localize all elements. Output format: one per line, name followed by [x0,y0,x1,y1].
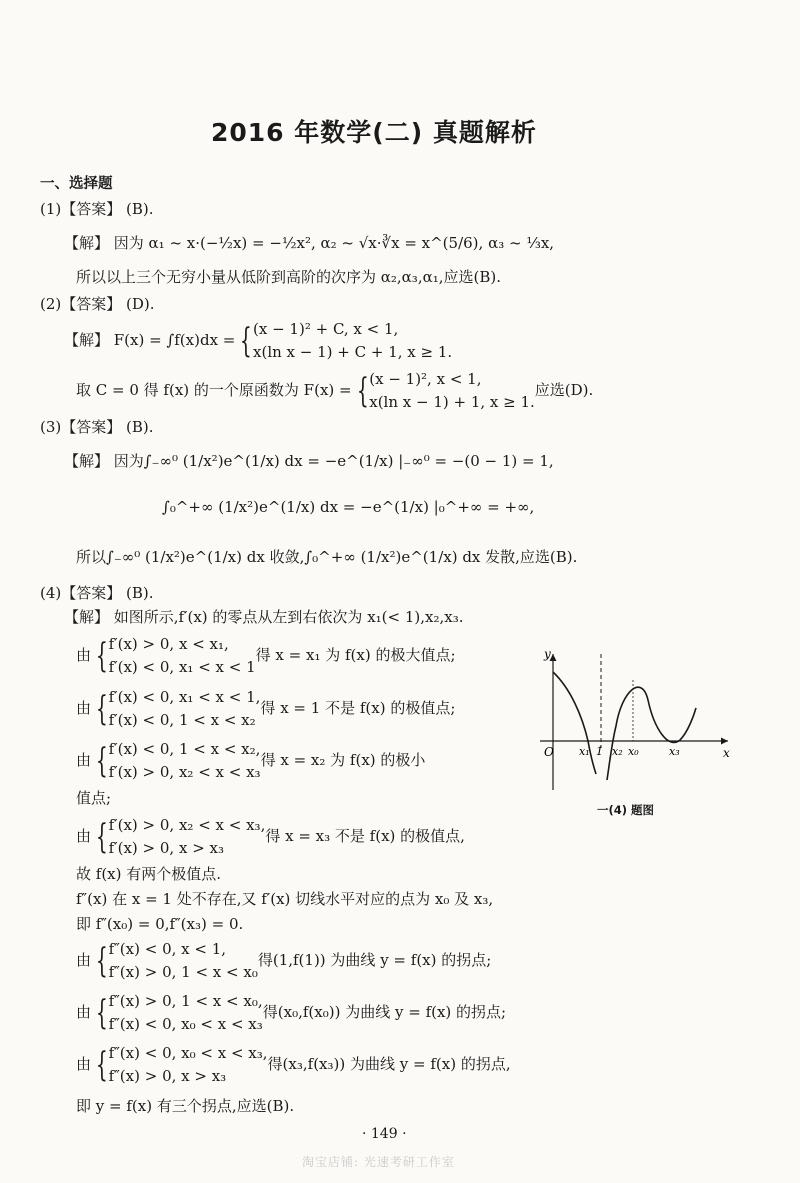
q4-you: 由 [76,1003,92,1022]
q4-s4-row: f′(x) > 0, x₂ < x < x₃, [108,816,266,834]
q1-solution: 【解】 因为 α₁ ~ x·(−½x) = −½x², α₂ ~ √x·∛x = x^(5/6), α₃ ~ ⅓x, [64,234,555,252]
tick-label-x0: x₀ [628,745,639,758]
q4-system-4: 由 { f′(x) > 0, x₂ < x < x₃, f′(x) > 0, x > x₃ 得 x = x₃ 不是 f(x) 的极值点, [76,814,465,859]
q4-solution-intro: 【解】 如图所示,f′(x) 的零点从左到右依次为 x₁(< 1),x₂,x₃. [64,608,464,626]
q2-solution-lead: 【解】 F(x) = ∫f(x)dx = [64,331,236,350]
q4-second-derivative-2: 即 f″(x₀) = 0,f″(x₃) = 0. [76,915,244,933]
q4-s7-row: f″(x) < 0, x₀ < x < x₃, [108,1044,268,1062]
tick-label-x2: x₂ [612,745,623,758]
q4-s4-row: f′(x) > 0, x > x₃ [108,838,224,857]
q2-solution: 【解】 F(x) = ∫f(x)dx = { (x − 1)² + C, x < 1, x(ln x − 1) + C + 1, x ≥ 1. [64,318,452,363]
q4-s1-row: f′(x) > 0, x < x₁, [108,635,229,653]
figure-caption: 一(4) 题图 [597,803,655,817]
section-heading: 一、选择题 [40,176,113,192]
q4-you: 由 [76,1055,92,1074]
q4-two-extrema: 故 f(x) 有两个极值点. [76,865,222,883]
q4-system-7: 由 { f″(x) < 0, x₀ < x < x₃, f″(x) > 0, x > x₃ 得(x₃,f(x₃)) 为曲线 y = f(x) 的拐点, [76,1042,511,1087]
q4-s4-after: 得 x = x₃ 不是 f(x) 的极值点, [265,827,465,846]
q4-final: 即 y = f(x) 有三个拐点,应选(B). [76,1097,295,1115]
watermark: 淘宝店铺: 光速考研工作室 [302,1155,455,1169]
q2-answer: (2)【答案】 (D). [40,295,155,313]
q4-s2-row: f′(x) < 0, x₁ < x < 1, [108,688,261,706]
tick-label-x1: x₁ [579,745,590,758]
q4-figure [530,640,740,800]
q1-conclusion: 所以以上三个无穷小量从低阶到高阶的次序为 α₂,α₃,α₁,应选(B). [76,268,501,286]
q4-s6-after: 得(x₀,f(x₀)) 为曲线 y = f(x) 的拐点; [262,1003,507,1022]
q2-take-row: x(ln x − 1) + 1, x ≥ 1. [369,392,535,411]
curve-left-branch [553,672,596,774]
q4-system-1: 由 { f′(x) > 0, x < x₁, f′(x) < 0, x₁ < x < 1 得 x = x₁ 为 f(x) 的极大值点; [76,633,456,678]
q4-s3-after: 得 x = x₂ 为 f(x) 的极小 [260,751,426,770]
q2-take-row: (x − 1)², x < 1, [369,370,482,388]
tick-label-x3: x₃ [669,745,680,758]
q2-case-row: (x − 1)² + C, x < 1, [253,320,399,338]
page-title: 2016 年数学(二) 真题解析 [211,118,537,147]
q4-you: 由 [76,751,92,770]
q3-line3: 所以∫₋∞⁰ (1/x²)e^(1/x) dx 收敛,∫₀^+∞ (1/x²)e^(1/x) dx 发散,应选(B). [76,548,578,566]
q4-s6-row: f″(x) > 0, 1 < x < x₀, [108,992,263,1010]
q3-line2: ∫₀^+∞ (1/x²)e^(1/x) dx = −e^(1/x) |₀^+∞ = +∞, [162,498,535,516]
q4-system-2: 由 { f′(x) < 0, x₁ < x < 1, f′(x) < 0, 1 < x < x₂ 得 x = 1 不是 f(x) 的极值点; [76,686,455,731]
q4-answer: (4)【答案】 (B). [40,584,154,602]
q4-s5-after: 得(1,f(1)) 为曲线 y = f(x) 的拐点; [257,951,492,970]
q4-s1-row: f′(x) < 0, x₁ < x < 1 [108,657,256,676]
q4-second-derivative-1: f″(x) 在 x = 1 处不存在,又 f′(x) 切线水平对应的点为 x₀ 及 x₃, [76,890,494,908]
q4-system-3: 由 { f′(x) < 0, 1 < x < x₂, f′(x) > 0, x₂ < x < x₃ 得 x = x₂ 为 f(x) 的极小 [76,738,425,783]
axis-y-label: y [544,647,551,661]
q2-take-lead: 取 C = 0 得 f(x) 的一个原函数为 F(x) = [76,381,352,400]
page-number: · 149 · [362,1126,407,1142]
q4-s3-row: f′(x) < 0, 1 < x < x₂, [108,740,261,758]
q4-you: 由 [76,827,92,846]
q2-take-after: 应选(D). [534,381,594,400]
q3-answer: (3)【答案】 (B). [40,418,154,436]
q4-you: 由 [76,951,92,970]
q2-antiderivative: 取 C = 0 得 f(x) 的一个原函数为 F(x) = { (x − 1)², x < 1, x(ln x − 1) + 1, x ≥ 1. 应选(D). [76,368,593,413]
tick-label-1: 1 [596,745,603,758]
q4-s6-row: f″(x) < 0, x₀ < x < x₃ [108,1014,263,1033]
q1-answer: (1)【答案】 (B). [40,200,154,218]
q2-case-row: x(ln x − 1) + C + 1, x ≥ 1. [253,342,453,361]
axis-x-label: x [723,746,730,760]
q4-s7-row: f″(x) > 0, x > x₃ [108,1066,227,1085]
q4-you: 由 [76,699,92,718]
q4-s5-row: f″(x) > 0, 1 < x < x₀ [108,962,258,981]
q4-s5-row: f″(x) < 0, x < 1, [108,940,227,958]
q4-you: 由 [76,646,92,665]
q4-s2-row: f′(x) < 0, 1 < x < x₂ [108,710,256,729]
q4-s3-row: f′(x) > 0, x₂ < x < x₃ [108,762,261,781]
q4-system-5: 由 { f″(x) < 0, x < 1, f″(x) > 0, 1 < x < x₀ 得(1,f(1)) 为曲线 y = f(x) 的拐点; [76,938,491,983]
q4-s3-continued: 值点; [76,789,112,807]
q4-s1-after: 得 x = x₁ 为 f(x) 的极大值点; [255,646,456,665]
q4-system-6: 由 { f″(x) > 0, 1 < x < x₀, f″(x) < 0, x₀ < x < x₃ 得(x₀,f(x₀)) 为曲线 y = f(x) 的拐点; [76,990,506,1035]
curve-right-branch [607,687,696,780]
q4-s7-after: 得(x₃,f(x₃)) 为曲线 y = f(x) 的拐点, [267,1055,511,1074]
q3-line1: 【解】 因为∫₋∞⁰ (1/x²)e^(1/x) dx = −e^(1/x) |₋∞⁰ = −(0 − 1) = 1, [64,452,554,470]
origin-label: O [544,745,554,759]
q4-s2-after: 得 x = 1 不是 f(x) 的极值点; [260,699,456,718]
